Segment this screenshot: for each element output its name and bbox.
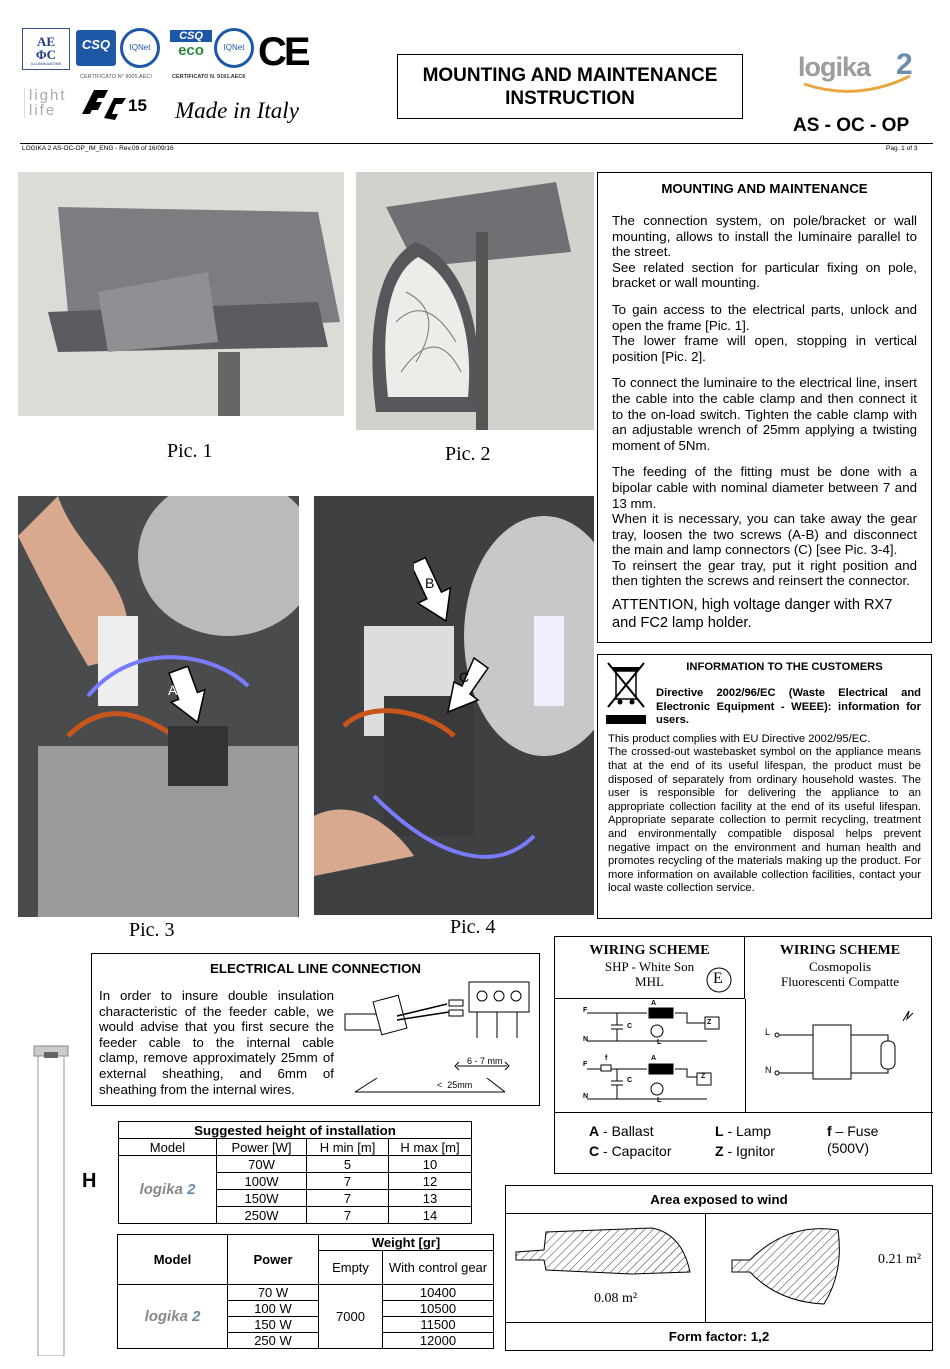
light-life-logo: light life — [24, 88, 67, 118]
photo-pic1 — [18, 172, 344, 416]
attention-warning: ATTENTION, high voltage danger with RX7 and FC2 lamp holder. — [612, 597, 893, 631]
iqnet-seal: IQNet — [120, 28, 160, 68]
en-ec-logo: 15 — [78, 84, 150, 124]
caption-pic3: Pic. 3 — [129, 919, 175, 941]
certificate-number-2: CERTIFICATO N. 9191.AEC6 — [172, 74, 246, 80]
mounting-maintenance-box — [597, 172, 932, 643]
weight-table: Model Power Weight [gr] Empty With control gear logika 2 70 W 7000 10400 100 W 10500 150 W 11500 250 W 12000 — [117, 1234, 494, 1349]
model-logo-cell: logika 2 — [119, 1156, 217, 1224]
dimension-25mm: < 25mm — [437, 1080, 473, 1090]
arrow-c-icon — [444, 656, 494, 716]
customer-info-box — [597, 654, 932, 919]
form-factor: Form factor: 1,2 — [668, 1329, 770, 1344]
gear-tray-photo-a — [18, 496, 299, 917]
document-reference: LOGIKA 2 AS-OC-OP_IM_ENG - Rev.09 of 16/09/16 — [22, 145, 174, 152]
electrical-title: ELECTRICAL LINE CONNECTION — [209, 961, 422, 976]
dimension-6-7mm: 6 - 7 mm — [467, 1056, 503, 1066]
weee-directive: Directive 2002/96/EC (Waste Electrical and Electronic Equipment - WEEE): information for users. — [656, 687, 921, 727]
wind-bottom-rule — [506, 1322, 932, 1323]
luminaire-closed-photo — [18, 172, 344, 416]
csq-badge: CSQ — [76, 30, 116, 66]
front-area-value: 0.21 m² — [878, 1252, 922, 1267]
installation-height-table: Suggested height of installation Model Power [W] H min [m] H max [m] logika 2 70W 5 10 100W 7 12 150W 7 13 250W 7 14 — [118, 1121, 472, 1224]
wiring-horizontal-divider — [555, 1112, 933, 1113]
logika-brand-logo: logika 2 — [798, 46, 928, 96]
wind-title: Area exposed to wind — [650, 1192, 788, 1207]
label-b: B — [425, 575, 435, 591]
certificate-number-1: CERTIFICATO N° 9005.AECI — [80, 74, 152, 80]
document-title: MOUNTING AND MAINTENANCE INSTRUCTION — [422, 64, 718, 109]
photo-pic3 — [18, 496, 299, 917]
document-title-box — [397, 54, 743, 119]
front-profile-icon — [728, 1222, 848, 1312]
mounting-paragraph-4: The feeding of the fitting must be done with a bipolar cable with nominal diameter between 7 and 13 mm. When it is necessary, you can take away the gear tray, loosen the two screws (A-B) and disconnect the main and lamp connectors (C) [see Pic. 3-4]. To reinsert the gear tray, put it right position and then tighten the screws and reinsert the connector. — [612, 464, 917, 589]
page-number: Pag. 1 of 3 — [886, 145, 918, 152]
mounting-title: MOUNTING AND MAINTENANCE — [661, 181, 868, 196]
wiring-left-header: WIRING SCHEME SHP - White Son MHL E — [554, 936, 745, 999]
wiring-scheme-section: WIRING SCHEME SHP - White Son MHL E WIRING SCHEME Cosmopolis Fluorescenti Compatte F N C A Z L F f N C A Z L L N A - Ballast C - Capacitor L - Lamp Z - Ignitor f – Fuse (500V) — [554, 936, 932, 1174]
model-logo-cell-2: logika 2 — [118, 1285, 228, 1349]
customers-title: INFORMATION TO THE CUSTOMERS — [686, 661, 883, 673]
caption-pic4: Pic. 4 — [450, 916, 496, 938]
wind-area-box — [505, 1185, 933, 1351]
certification-logos — [22, 28, 312, 133]
electrical-body: In order to insure double insulation characteristic of the feeder cable, we would advise that you first secure the feeder cable to the internal cable clamp, remove approximately 25mm of external sheathing, and 6mm of sheathing from the internal wires. — [99, 988, 334, 1097]
luminaire-open-photo — [356, 172, 594, 430]
side-profile-icon — [512, 1226, 702, 1286]
mounting-paragraph-1: The connection system, on pole/bracket or wall mounting, allows to install the luminaire parallel to the street. See related section for particular fixing on pole, bracket or wall mounting. — [612, 213, 917, 291]
arrow-b-icon — [414, 556, 454, 626]
label-a: A — [168, 682, 178, 698]
wiring-vertical-divider — [745, 999, 746, 1113]
side-area-value: 0.08 m² — [594, 1291, 638, 1306]
caption-pic2: Pic. 2 — [445, 443, 491, 465]
electrical-connection-box — [91, 953, 540, 1106]
made-in-italy: Made in Italy — [175, 98, 299, 123]
csq-eco-badge: CSQ eco — [170, 30, 212, 72]
photo-pic4 — [314, 496, 594, 915]
wiring-right-header: WIRING SCHEME Cosmopolis Fluorescenti Compatte — [779, 943, 901, 989]
wind-divider — [705, 1214, 706, 1322]
header-rule — [20, 143, 933, 144]
photo-pic2 — [356, 172, 594, 430]
crossed-bin-icon — [606, 661, 646, 725]
wind-title-rule — [506, 1213, 932, 1214]
iqnet-seal-2: IQNet — [214, 28, 254, 68]
mounting-paragraph-2: To gain access to the electrical parts, unlock and open the frame [Pic. 1]. The lower frame will open, stopping in vertical position [Pic. 2]. — [612, 301, 917, 364]
fluorescent-wiring-diagram — [751, 1001, 931, 1111]
aec-logo: AE ΦC ILLUMINAZIONE — [22, 28, 70, 70]
cable-stripping-diagram — [337, 968, 537, 1096]
mounting-paragraph-3: To connect the luminaire to the electrical line, insert the cable into the cable clamp and then connect it to the on-load switch. Tighten the cable clamp with an adjustable wrench of 25mm applying a twisting moment of 5Nm. — [612, 375, 917, 453]
caption-pic1: Pic. 1 — [167, 440, 213, 462]
e-mark-icon: E — [705, 967, 733, 993]
model-code: AS - OC - OP — [793, 115, 910, 136]
pole-sketch-icon — [28, 1040, 74, 1356]
customers-body: This product complies with EU Directive 2002/95/EC. The crossed-out wastebasket symbol on the appliance means that at the end of its useful lifespan, the product must be disposed of separately from ordinary household wastes. The user is responsible for delivering the appliance to an appropriate collection facility at the end of its useful lifespan. Appropriate separate collection to permit recycling, treatment and environmentally compatible disposal helps prevent negative impact on the environment and human health and promotes recycling of the materials making up the product. For more information on available collection facilities, contact your local waste collection service. — [608, 732, 921, 895]
height-label: H — [82, 1170, 97, 1192]
ce-mark: CE — [258, 30, 308, 74]
label-c: C — [459, 669, 470, 685]
